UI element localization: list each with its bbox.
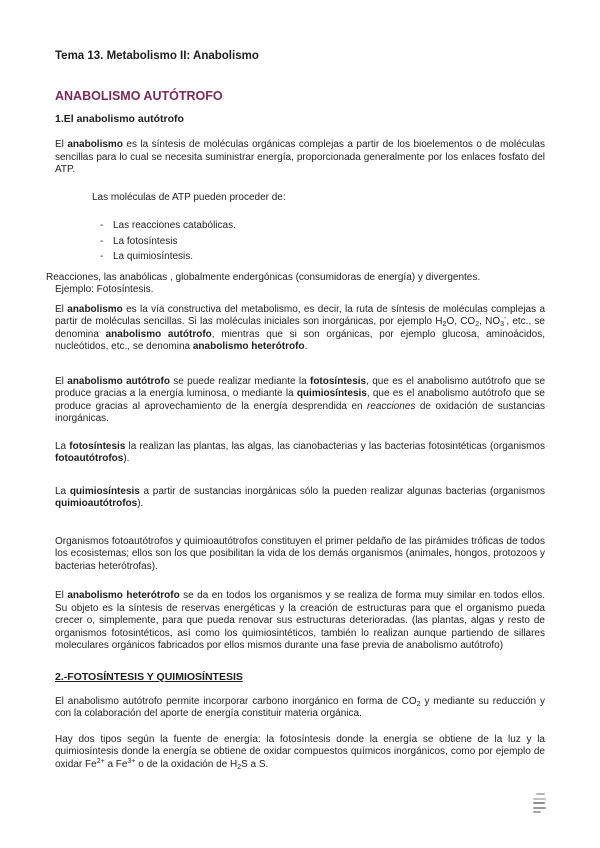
list-item-fotosintesis [100, 234, 545, 250]
page-title: Tema 13. Metabolismo II: Anabolismo [55, 50, 259, 62]
bullet-list-atp-sources [100, 218, 545, 265]
tiny-lines-mark-icon [533, 793, 548, 813]
paragraph-quimioautotrofos: La quimiosíntesis a partir de sustancias inorgánicas sólo la pueden realizar algunas bacterias (organismos quimioautótrofos). [55, 485, 545, 509]
section-heading-fotosintesis-y-quimiosintesis: 2.-FOTOSÍNTESIS Y QUIMIOSÍNTESIS [55, 670, 243, 683]
paragraph-atp-intro: Las moléculas de ATP pueden proceder de: [92, 191, 286, 203]
paragraph-dos-tipos-energia: Hay dos tipos según la fuente de energía: la fotosíntesis donde la energía se obtiene de la luz y la quimiosíntesis donde la energía se obtiene de oxidar compuestos químicos inorgánicos, como por ejemplo de oxidar $Fe^{2+}$ a $Fe^{3+}$ o de la oxidación de $H_2S$ a S. [55, 733, 545, 771]
paragraph-fotosintesis-quimiosintesis: El anabolismo autótrofo se puede realizar mediante la fotosíntesis, que es el anabolismo autótrofo que se produce gracias a la energía luminosa, o mediante la quimiosíntesis, que es el anabolismo autótrofo que se produce gracias al aprovechamiento de la energía desprendida en reacciones de oxidación de sustancias inorgánicas. [55, 375, 546, 424]
paragraph-carbono-inorganico: El anabolismo autótrofo permite incorporar carbono inorgánico en forma de $CO_2$ y mediante su reducción y con la colaboración del aporte de energía constituir materia orgánica. [55, 695, 545, 719]
list-item-quimiosintesis [100, 249, 545, 265]
section-heading-anabolismo-autotrofo: ANABOLISMO AUTÓTROFO [55, 89, 223, 103]
paragraph-anabolismo-heterotrofo: El anabolismo heterótrofo se da en todos los organismos y se realiza de forma muy similar en todos ellos. Su objeto es la síntesis de reservas energéticas y la creación de estructuras para que el organismo pueda crecer o, simplemente, para que pueda renovar sus estructuras deterioradas. (las plantas, algas y resto de organismos fotosintéticos, así como los quimiosintéticos, también lo realizan aunque partiendo de sillares moleculares orgánicos fabricados por ellos mismos durante una fase previa de anabolismo autótrofo) [55, 590, 545, 651]
list-item-text: La fotosíntesis [113, 235, 178, 247]
paragraph-fotoautotrofos: La fotosíntesis la realizan las plantas, las algas, las cianobacterias y las bacterias fotosintéticas (organismos fotoautótrofos). [55, 440, 545, 464]
paragraph-via-constructiva: El anabolismo es la vía constructiva del metabolismo, es decir, la ruta de síntesis de moléculas complejas a partir de moléculas sencillas. Si las moléculas iniciales son inorgánicas, por ejemplo $H_2O$, $CO_2$, $NO_3^-$, etc., se denomina anabolismo autótrofo, mientras que si son orgánicas, por ejemplo glucosa, aminoácidos, nucleótidos, etc., se denomina anabolismo heterótrofo. [55, 303, 546, 352]
bullet-dash: - [100, 220, 104, 231]
bullet-dash: - [100, 235, 104, 247]
paragraph-anabolismo-definition: El anabolismo es la síntesis de moléculas orgánicas complejas a partir de los bioelementos o de moléculas sencillas para lo cual se necesita suministrar energía, proporcionada generalmente por los enlaces fosfato del ATP. [55, 139, 545, 175]
paragraph-piramides-troficas: Organismos fotoautótrofos y quimioautótrofos constituyen el primer peldaño de las pirámides tróficas de todos los ecosistemas; ellos son los que posibilitan la vida de los demás organismos (animales, hongos, protozoos y bacterias heterótrofas). [55, 535, 545, 572]
bullet-dash: - [100, 251, 104, 262]
list-item-reacciones-catabolicas [100, 218, 545, 234]
paragraph-reacciones-anabolicas: Reacciones, las anabólicas , globalmente endergónicas (consumidoras de energía) y divergentes. Ejemplo: Fotosíntesis. [46, 271, 481, 295]
list-item-text: Las reacciones catabólicas. [113, 220, 236, 231]
list-item-text: La quimiosíntesis. [113, 251, 194, 262]
subsection-heading-1: 1.El anabolismo autótrofo [55, 113, 184, 125]
